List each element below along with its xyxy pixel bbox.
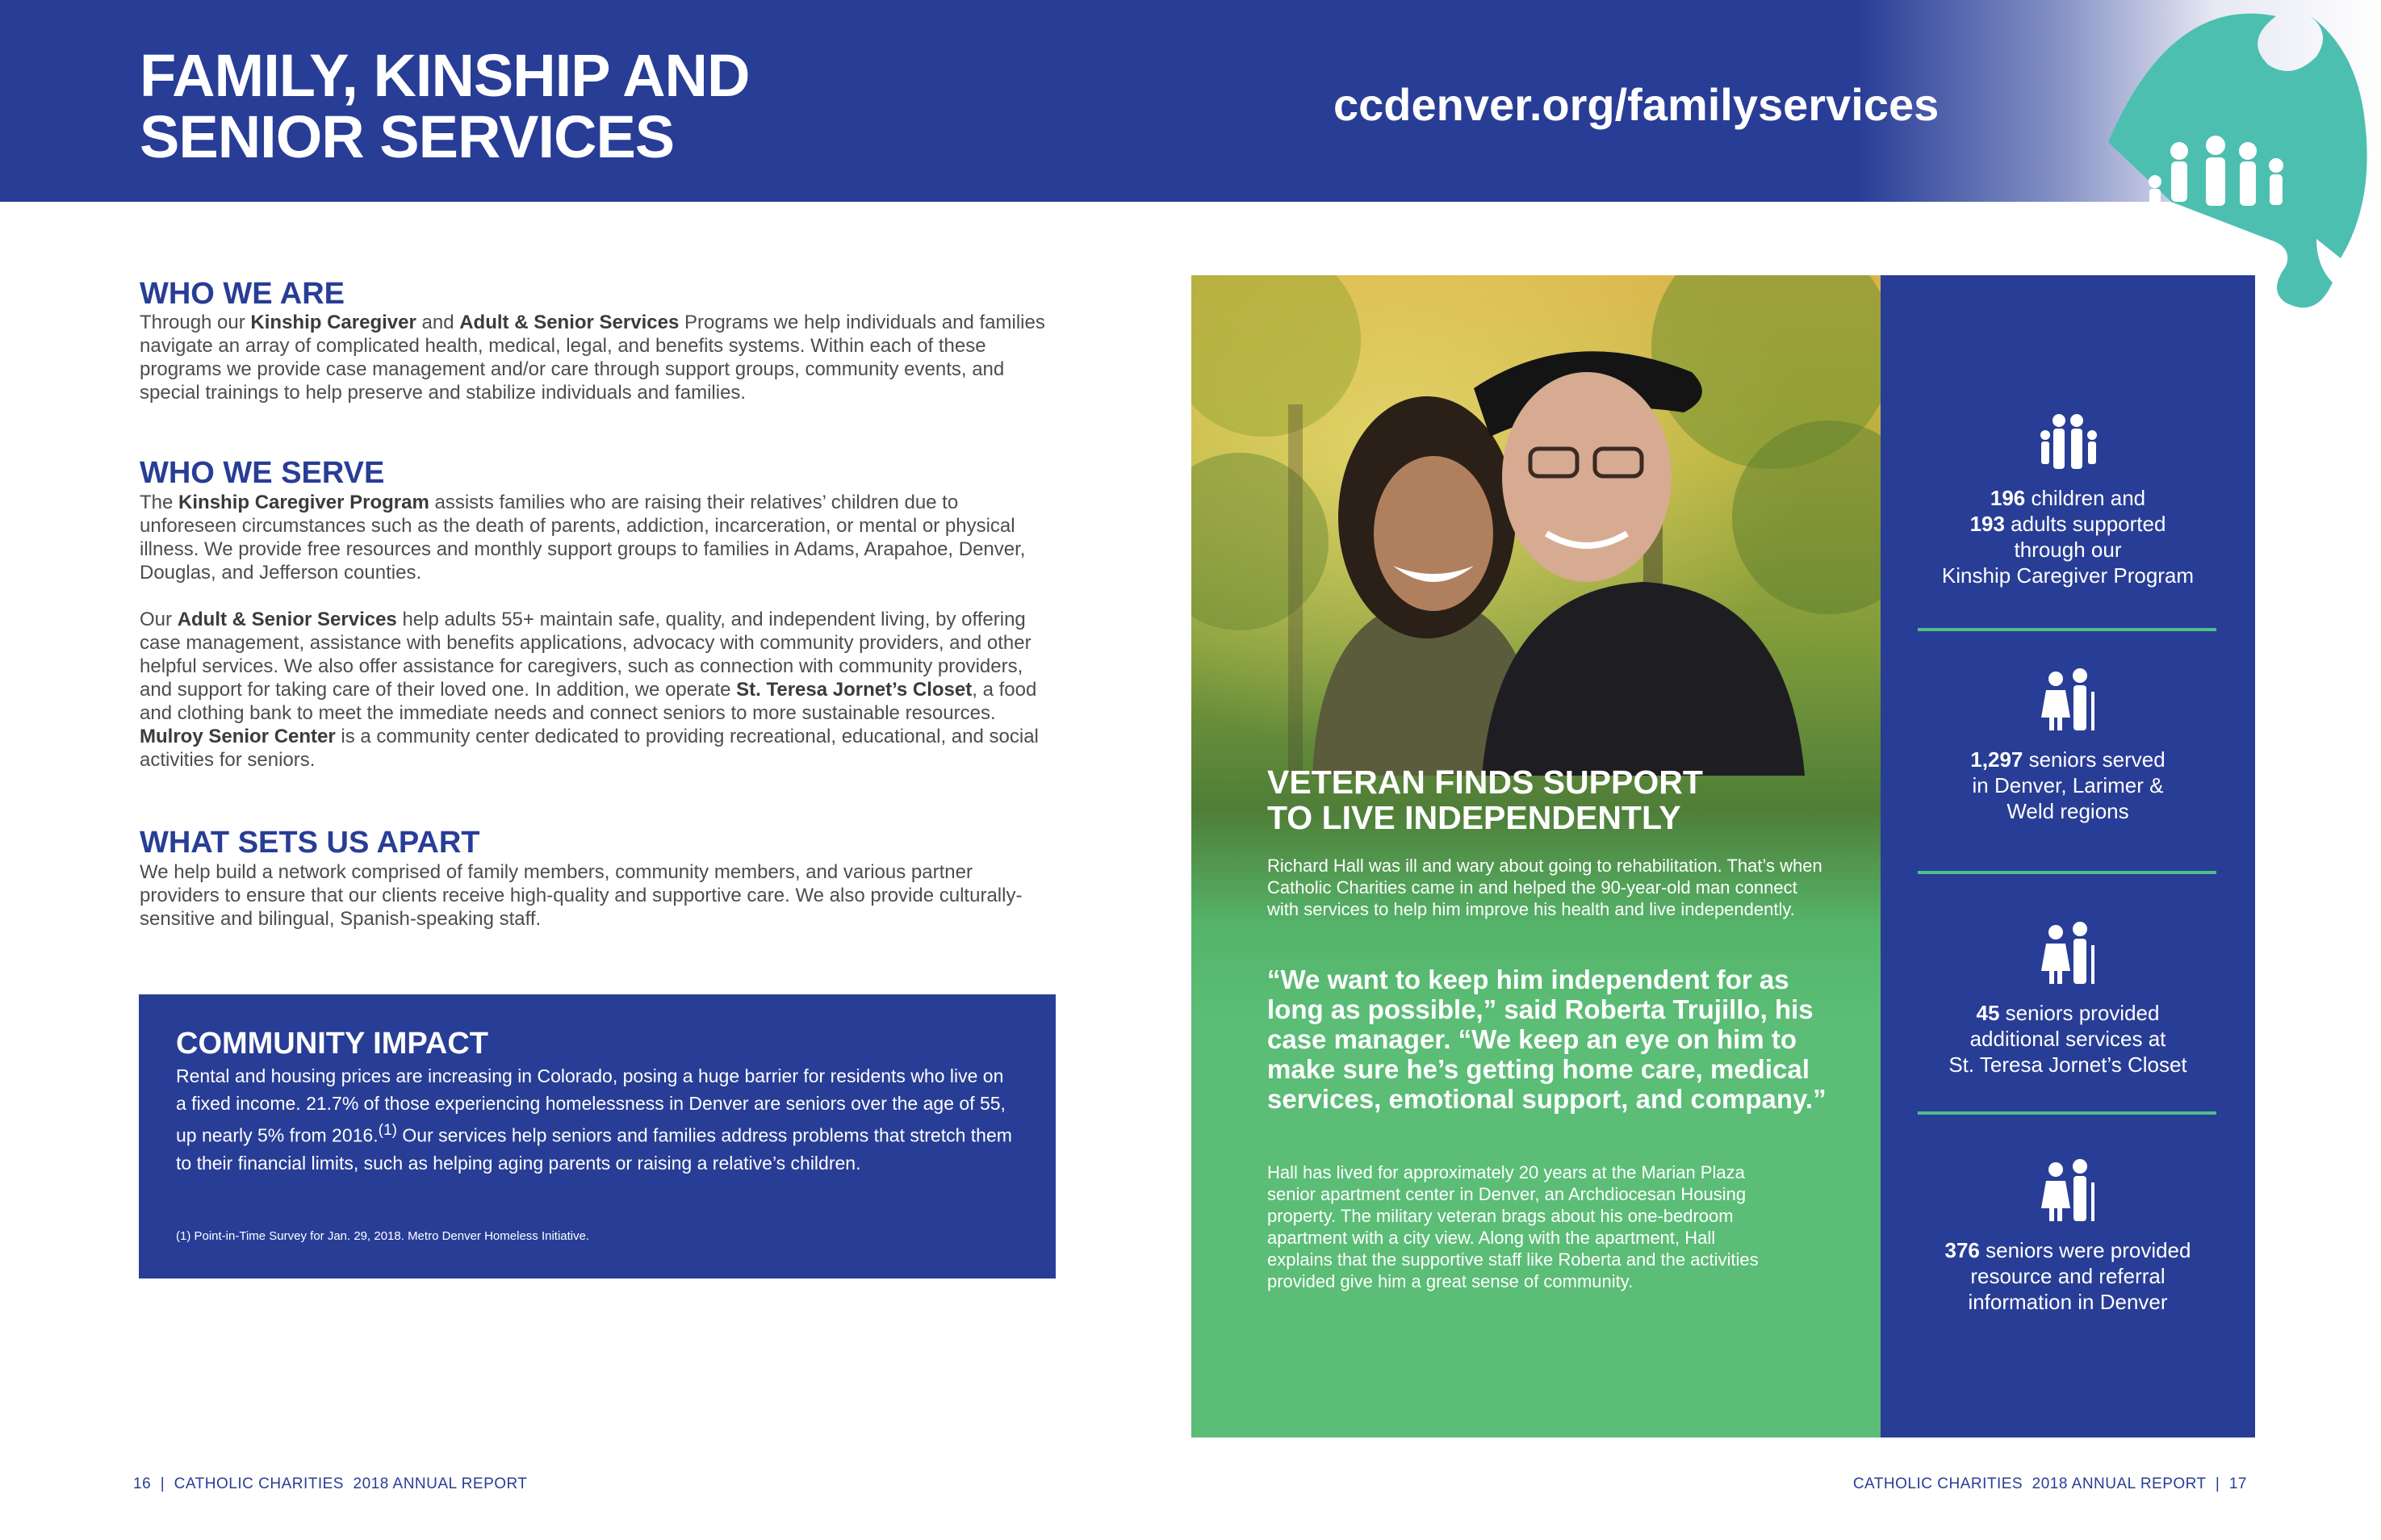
footer-left: 16 | CATHOLIC CHARITIES 2018 ANNUAL REPORT	[133, 1475, 528, 1492]
community-impact-text: Rental and housing prices are increasing in Colorado, posing a huge barrier for residents who live on a fixed income. 21.7% of those experiencing homelessness in Denver are seniors over the age of 55, up nearly 5% from 2016.$^{(1)}$ Our services help seniors and families address problems that stretch them to their financial limits, such as helping aging parents or raising a relative’s children.	[176, 1065, 1012, 1174]
seniors-icon	[2035, 1158, 2101, 1223]
community-impact-box	[139, 994, 1056, 1278]
story-intro-text: Richard Hall was ill and wary about going to rehabilitation. That’s when Catholic Charities came in and helped the 90-year-old man connect with services to help him improve his health and live independently.	[1267, 856, 1822, 919]
footer-right: CATHOLIC CHARITIES 2018 ANNUAL REPORT | 17	[1852, 1475, 2247, 1492]
what-sets-us-apart-heading: WHAT SETS US APART	[140, 826, 480, 860]
stat-kinship	[1881, 412, 2255, 588]
portrait-photo	[1191, 275, 1881, 776]
who-we-are-text: Through our Kinship Caregiver and Adult & Senior Services Programs we help individuals and families navigate an array of complicated health, medical, legal, and benefits systems. Within each of these programs we provide case management and/or care through support groups, community events, and special trainings to help preserve and stabilize individuals and families.	[140, 312, 1045, 404]
who-we-serve-text-2: Our Adult & Senior Services help adults 55+ maintain safe, quality, and independent living, by offering case management, assistance with benefits applications, advocacy with community providers, and other helpful services. We also offer assistance for caregivers, such as connection with community providers, and support for taking care of their loved one. In addition, we operate St. Teresa Jornet’s Closet, a food and clothing bank to meet the immediate needs and connect seniors to more sustainable resources. Mulroy Senior Center is a community center dedicated to providing recreational, educational, and social activities for seniors.	[140, 609, 1039, 771]
community-impact-footnote: (1) Point-in-Time Survey for Jan. 29, 2018. Metro Denver Homeless Initiative.	[176, 1229, 590, 1243]
stats-divider	[1918, 1111, 2216, 1115]
header-banner	[0, 0, 2381, 202]
stats-sidebar	[1881, 275, 2255, 1437]
page-title: FAMILY, KINSHIP AND SENIOR SERVICES	[140, 42, 750, 170]
stat-seniors-served-text: 1,297 seniors served in Denver, Larimer & Weld regions	[1970, 747, 2165, 823]
who-we-are-heading: WHO WE ARE	[140, 277, 345, 311]
family-icon	[2035, 412, 2101, 471]
stats-divider	[1918, 871, 2216, 874]
community-impact-heading: COMMUNITY IMPACT	[176, 1027, 489, 1061]
stat-kinship-text: 196 children and 193 adults supported through our Kinship Caregiver Program	[1941, 486, 2195, 588]
what-sets-us-apart-text: We help build a network comprised of family members, community members, and various partner providers to ensure that our clients receive high-quality and supportive care. We also provide culturally-sensitive and bilingual, Spanish-speaking staff.	[140, 861, 1023, 930]
stat-referral	[1881, 1158, 2255, 1315]
story-quote: “We want to keep him independent for as long as possible,” said Roberta Trujillo, his case manager. “We keep an eye on him to make sure he’s getting home care, medical services, emotional support, and company.”	[1267, 965, 1827, 1114]
stat-closet-text: 45 seniors provided additional services at St. Teresa Jornet’s Closet	[1948, 1001, 2187, 1077]
story-panel	[1191, 275, 1881, 1437]
who-we-serve-heading: WHO WE SERVE	[140, 456, 385, 490]
stat-seniors-served	[1881, 667, 2255, 824]
website-link[interactable]: ccdenver.org/familyservices	[1333, 79, 1940, 130]
seniors-icon	[2035, 921, 2101, 986]
stat-closet	[1881, 921, 2255, 1078]
story-title: VETERAN FINDS SUPPORT TO LIVE INDEPENDENTLY	[1267, 764, 1703, 836]
seniors-icon	[2035, 667, 2101, 732]
stat-referral-text: 376 seniors were provided resource and referral information in Denver	[1944, 1238, 2191, 1314]
stats-divider	[1918, 628, 2216, 631]
who-we-serve-text-1: The Kinship Caregiver Program assists families who are raising their relatives’ children due to unforeseen circumstances such as the death of parents, addiction, incarceration, or mental or physical illness. We provide free resources and monthly support groups to families in Adams, Arapahoe, Denver, Douglas, and Jefferson counties.	[140, 492, 1026, 584]
story-body-text: Hall has lived for approximately 20 years at the Marian Plaza senior apartment center in Denver, an Archdiocesan Housing property. The military veteran brags about his one-bedroom apartment with a city view. Along with the apartment, Hall explains that the supportive staff like Roberta and the activities provided give him a great sense of community.	[1267, 1162, 1759, 1291]
